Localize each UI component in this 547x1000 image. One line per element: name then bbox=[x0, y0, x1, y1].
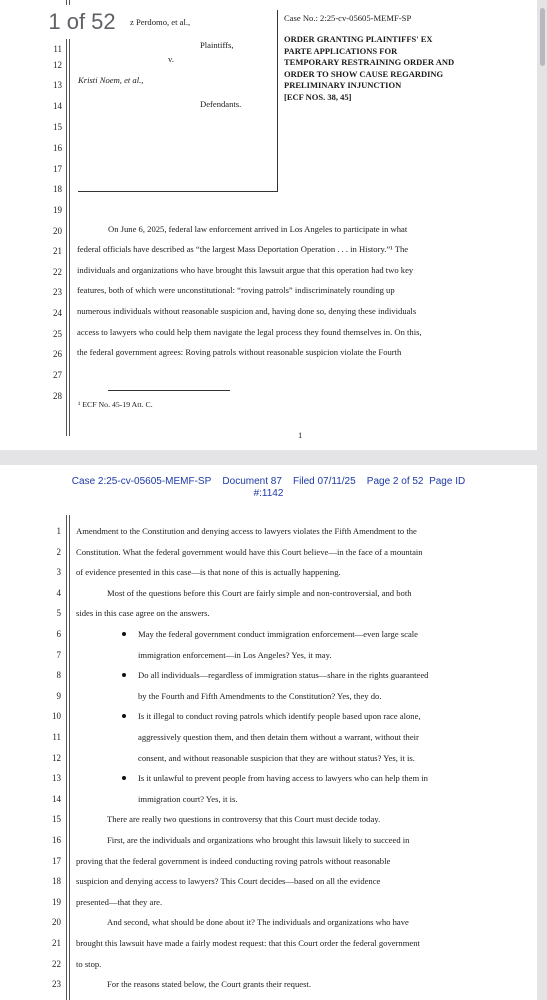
line-number: 7 bbox=[56, 650, 61, 660]
body-line: sides in this case agree on the answers. bbox=[76, 608, 210, 618]
line-number: 16 bbox=[53, 143, 62, 153]
line-number: 18 bbox=[52, 876, 61, 886]
line-number: 17 bbox=[52, 856, 61, 866]
line-number: 22 bbox=[53, 267, 62, 277]
line-number: 11 bbox=[52, 732, 61, 742]
line-number: 14 bbox=[52, 794, 61, 804]
line-number: 13 bbox=[53, 80, 62, 90]
ecf-page: Page 2 of 52 bbox=[366, 476, 424, 487]
line-number: 18 bbox=[53, 184, 62, 194]
line-number: 13 bbox=[52, 773, 61, 783]
ecf-id-number: #:1142 bbox=[253, 488, 284, 499]
body-line: On June 6, 2025, federal law enforcement arrived in Los Angeles to participate in what bbox=[108, 224, 408, 234]
line-number: 21 bbox=[52, 938, 61, 948]
ecf-header bbox=[0, 476, 537, 500]
line-number: 12 bbox=[53, 60, 62, 70]
ecf-filed: Filed 07/11/25 bbox=[293, 476, 356, 487]
body-line: presented—that they are. bbox=[76, 897, 163, 907]
case-number: Case No.: 2:25-cv-05605-MEMF-SP bbox=[284, 13, 412, 23]
body-line: individuals and organizations who have brought this lawsuit argue that this operation had two key bbox=[77, 265, 414, 275]
left-margin-rule bbox=[66, 0, 67, 436]
page-counter-badge: 1 of 52 bbox=[34, 5, 130, 39]
body-line: First, are the individuals and organizations who brought this lawsuit likely to succeed in bbox=[107, 835, 410, 845]
bullet-line: immigration enforcement—in Los Angeles? Yes, it may. bbox=[138, 650, 332, 660]
line-number: 26 bbox=[53, 349, 62, 359]
order-title-line: ORDER GRANTING PLAINTIFFS' EX bbox=[284, 34, 433, 44]
body-line: Amendment to the Constitution and denying access to lawyers violates the Fifth Amendment to the bbox=[76, 526, 417, 536]
bullet-icon bbox=[122, 714, 126, 718]
order-title-line: ORDER TO SHOW CAUSE REGARDING bbox=[284, 68, 444, 79]
page-number: 1 bbox=[298, 430, 303, 440]
line-number: 20 bbox=[53, 226, 62, 236]
line-number: 15 bbox=[52, 814, 61, 824]
defendants-label: Defendants. bbox=[200, 99, 242, 109]
line-number: 15 bbox=[53, 122, 62, 132]
bullet-line: Is it illegal to conduct roving patrols which identify people based upon race alone, bbox=[138, 711, 421, 721]
order-title-line: TEMPORARY RESTRAINING ORDER AND bbox=[284, 57, 455, 67]
bullet-line: aggressively question them, and then detain them without a warrant, without their bbox=[138, 732, 419, 742]
line-number: 12 bbox=[52, 753, 61, 763]
body-line: to stop. bbox=[76, 959, 102, 969]
order-title-line: [ECF NOS. 38, 45] bbox=[284, 91, 352, 102]
bullet-line: May the federal government conduct immigration enforcement—even large scale bbox=[138, 629, 418, 639]
left-margin-rule-inner bbox=[69, 0, 70, 436]
bullet-icon bbox=[122, 673, 126, 677]
bullet-line: immigration court? Yes, it is. bbox=[138, 794, 238, 804]
caption-bottom-rule bbox=[78, 191, 278, 192]
footnote-rule bbox=[108, 390, 230, 391]
line-number: 25 bbox=[53, 329, 62, 339]
plaintiffs-label: Plaintiffs, bbox=[200, 40, 234, 50]
bullet-icon bbox=[122, 776, 126, 780]
defendant-name: Kristi Noem, et al., bbox=[78, 75, 144, 85]
body-line: the federal government agrees: Roving patrols without reasonable suspicion violate the Fourth bbox=[77, 347, 402, 357]
body-line: brought this lawsuit have made a fairly modest request: that this Court order the federal government bbox=[76, 938, 420, 948]
document-page-2 bbox=[0, 465, 537, 1000]
order-title-line: PARTE APPLICATIONS FOR bbox=[284, 45, 398, 56]
line-number: 5 bbox=[56, 608, 61, 618]
line-number: 16 bbox=[52, 835, 61, 845]
body-line: And second, what should be done about it? The individuals and organizations who have bbox=[107, 917, 409, 927]
body-line: access to lawyers who could help them navigate the legal process they found themselves in. On this, bbox=[77, 327, 422, 337]
plaintiff-caption: z Perdomo, et al., bbox=[130, 17, 191, 27]
line-number: 22 bbox=[52, 959, 61, 969]
body-line: features, both of which were unconstitutional: “roving patrols” indiscriminately rounding up bbox=[77, 285, 395, 295]
vertical-scrollbar[interactable] bbox=[537, 0, 547, 1000]
bullet-line: by the Fourth and Fifth Amendments to the Constitution? Yes, they do. bbox=[138, 691, 382, 701]
document-page-1 bbox=[0, 0, 537, 450]
line-number: 19 bbox=[53, 205, 62, 215]
ecf-case: Case 2:25-cv-05605-MEMF-SP bbox=[71, 476, 212, 487]
line-number: 3 bbox=[56, 567, 61, 577]
left-margin-rule bbox=[66, 515, 67, 1000]
line-number: 23 bbox=[53, 287, 62, 297]
left-margin-rule-inner bbox=[69, 515, 70, 1000]
line-number: 21 bbox=[53, 246, 62, 256]
body-line: suspicion and denying access to lawyers? This Court decides—based on all the evidence bbox=[76, 876, 381, 886]
line-number: 10 bbox=[52, 711, 61, 721]
line-number: 9 bbox=[56, 691, 61, 701]
line-number: 14 bbox=[53, 101, 62, 111]
body-line: For the reasons stated below, the Court grants their request. bbox=[107, 979, 311, 989]
line-number: 17 bbox=[53, 164, 62, 174]
versus-label: v. bbox=[168, 54, 174, 64]
line-number: 23 bbox=[52, 979, 61, 989]
line-number: 27 bbox=[53, 370, 62, 380]
line-number: 8 bbox=[56, 670, 61, 680]
line-number: 24 bbox=[53, 308, 62, 318]
line-number: 11 bbox=[53, 44, 62, 54]
body-line: Constitution. What the federal government would have this Court believe—in the face of a mountain bbox=[76, 547, 423, 557]
line-number: 4 bbox=[56, 588, 61, 598]
caption-divider bbox=[277, 10, 278, 192]
ecf-document: Document 87 bbox=[222, 476, 282, 487]
footnote: ¹ ECF No. 45-19 Att. C. bbox=[78, 400, 153, 409]
line-number: 6 bbox=[56, 629, 61, 639]
line-number: 1 bbox=[56, 526, 61, 536]
order-title-line: PRELIMINARY INJUNCTION bbox=[284, 80, 402, 90]
body-line: numerous individuals without reasonable suspicion and, having done so, denying these individuals bbox=[77, 306, 417, 316]
body-line: proving that the federal government is indeed conducting roving patrols without reasonable bbox=[76, 856, 391, 866]
scrollbar-thumb[interactable] bbox=[540, 8, 545, 66]
line-number: 2 bbox=[56, 547, 61, 557]
line-number: 20 bbox=[52, 917, 61, 927]
bullet-icon bbox=[122, 632, 126, 636]
bullet-line: consent, and without reasonable suspicion that they are without status? Yes, it is. bbox=[138, 753, 415, 763]
body-line: Most of the questions before this Court are fairly simple and non-controversial, and both bbox=[107, 588, 412, 598]
bullet-line: Is it unlawful to prevent people from having access to lawyers who can help them in bbox=[138, 773, 428, 783]
bullet-line: Do all individuals—regardless of immigration status—share in the rights guaranteed bbox=[138, 670, 429, 680]
ecf-page-id: Page ID bbox=[429, 476, 466, 487]
line-number: 19 bbox=[52, 897, 61, 907]
body-line: There are really two questions in controversy that this Court must decide today. bbox=[107, 814, 381, 824]
body-line: federal officials have described as “the largest Mass Deportation Operation . . . in History.”¹ The bbox=[77, 244, 409, 254]
body-line: of evidence presented in this case—is that none of this is actually happening. bbox=[76, 567, 341, 577]
line-number: 28 bbox=[53, 391, 62, 401]
